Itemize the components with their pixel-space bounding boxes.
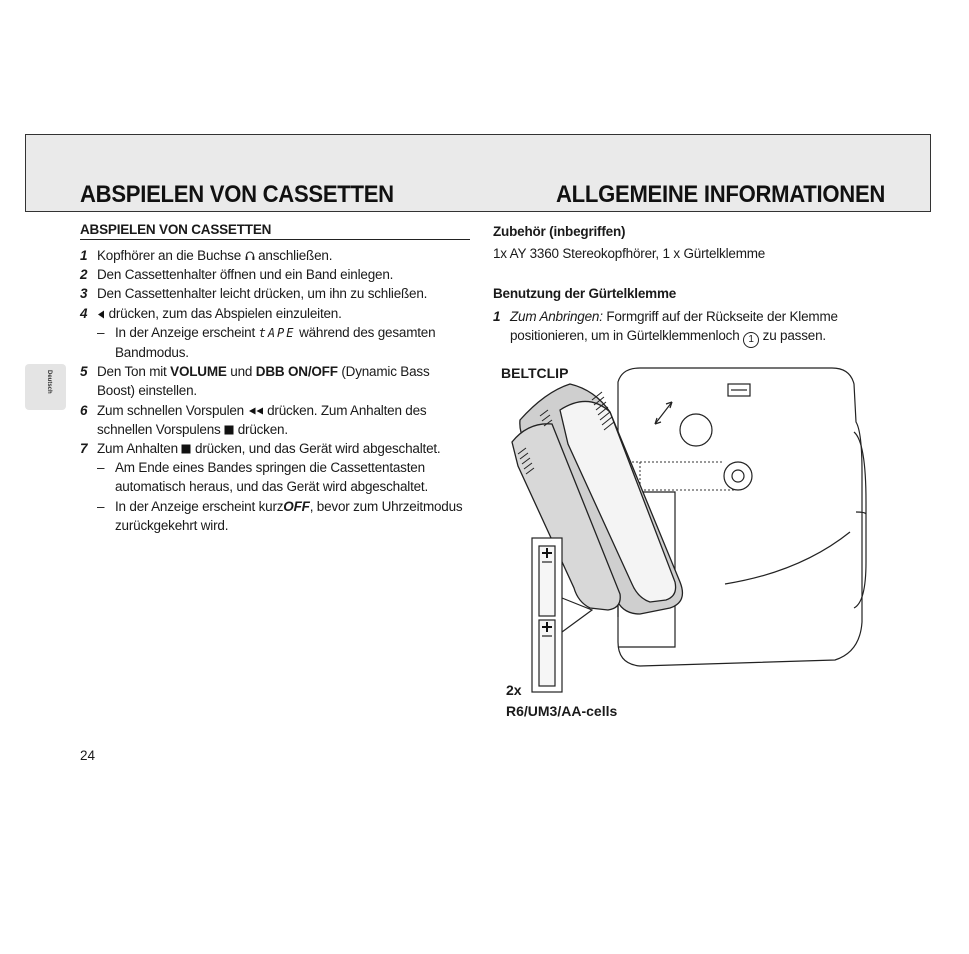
beltclip-illustration <box>500 362 880 702</box>
step-text: Den Ton mit <box>97 364 167 380</box>
beltclip-step <box>493 307 893 348</box>
display-text: OFF <box>283 498 310 514</box>
note-text: In der Anzeige erscheint kurz <box>115 498 284 514</box>
step-text: Zum Anhalten <box>97 441 178 457</box>
step-1 <box>80 246 470 265</box>
step-number: 1 <box>493 308 501 324</box>
step-text: drücken. Zum Anhalten des schnellen Vorspulens <box>97 402 427 437</box>
dbb-label: DBB ON/OFF <box>255 364 338 380</box>
note-text: Am Ende eines Bandes springen die Cassettentasten automatisch heraus, und das Gerät wird abgeschaltet. <box>115 460 429 495</box>
volume-label: VOLUME <box>170 364 227 380</box>
note-text-end: während des gesamten Bandmodus. <box>115 324 436 361</box>
step-text: und <box>230 364 253 380</box>
beltclip-heading: Benutzung der Gürtelklemme <box>493 286 677 302</box>
callout-number: 1 <box>743 332 759 348</box>
step-7 <box>80 439 470 458</box>
step-4 <box>80 304 470 323</box>
left-page-title: ABSPIELEN VON CASSETTEN <box>80 181 394 208</box>
right-section <box>493 222 893 348</box>
step-number: 5 <box>80 364 88 380</box>
accessories-text: 1x AY 3360 Stereokopfhörer, 1 x Gürtelklemme <box>493 246 766 262</box>
step-text: drücken, zum das Abspielen einzuleiten. <box>108 305 342 321</box>
section-heading: ABSPIELEN VON CASSETTEN <box>80 222 470 240</box>
language-tab <box>25 364 66 410</box>
play-back-icon <box>97 310 105 319</box>
battery-quantity: 2x <box>506 682 522 698</box>
step-number: 3 <box>80 286 88 302</box>
step-text: (Dynamic Bass Boost) einstellen. <box>97 364 430 399</box>
clip-hole-icon <box>680 414 712 446</box>
step-text: Den Cassettenhalter leicht drücken, um ihn zu schließen. <box>97 286 428 302</box>
right-page-title: ALLGEMEINE INFORMATIONEN <box>556 181 886 208</box>
step-text-end: anschließen. <box>258 248 333 263</box>
step-italic: Zum Anbringen: <box>510 308 603 324</box>
stop-icon <box>181 444 191 454</box>
step-text: Den Cassettenhalter öffnen und ein Band einlegen. <box>97 267 394 283</box>
step-3 <box>80 284 470 303</box>
player-body <box>618 368 862 666</box>
step-number: 6 <box>80 402 88 418</box>
accessories-heading: Zubehör (inbegriffen) <box>493 224 626 239</box>
display-text: tAPE <box>258 325 296 340</box>
step-text: Zum schnellen Vorspulen <box>97 402 244 418</box>
page-number: 24 <box>80 748 96 763</box>
language-tab-label: Deutsch <box>46 370 52 394</box>
step-number: 4 <box>80 305 88 321</box>
step-text: Kopfhörer an die Buchse <box>97 248 241 263</box>
step-text-end: zu passen. <box>762 327 826 343</box>
note-text: In der Anzeige erscheint <box>115 324 256 340</box>
step-number: 1 <box>80 248 88 263</box>
instruction-list <box>80 246 470 535</box>
step-4-note: – In der Anzeige erscheint tAPE während des gesamten Bandmodus. <box>97 324 436 361</box>
left-section <box>80 222 470 535</box>
step-text: drücken, und das Gerät wird abgeschaltet. <box>195 441 441 457</box>
step-7-note: – In der Anzeige erscheint kurzOFF, bevor zum Uhrzeitmodus zurückgekehrt wird. <box>97 498 463 533</box>
step-text: drücken. <box>237 421 288 437</box>
battery-label: R6/UM3/AA-cells <box>506 703 618 719</box>
stop-icon <box>224 425 234 435</box>
headphone-icon <box>245 250 255 261</box>
rewind-icon <box>248 407 264 415</box>
step-text: Formgriff auf der Rückseite der Klemme positionieren, um in Gürtelklemmenloch <box>510 308 838 343</box>
beltclip-label: BELTCLIP <box>501 365 569 381</box>
step-5 <box>80 362 470 400</box>
step-number: 7 <box>80 441 88 457</box>
step-7-note: – Am Ende eines Bandes springen die Cassettentasten automatisch heraus, und das Gerät wird abgeschaltet. <box>97 460 429 495</box>
step-2 <box>80 265 470 284</box>
note-text-end: , bevor zum Uhrzeitmodus zurückgekehrt wird. <box>115 498 463 533</box>
step-number: 2 <box>80 267 88 283</box>
step-6 <box>80 401 470 439</box>
